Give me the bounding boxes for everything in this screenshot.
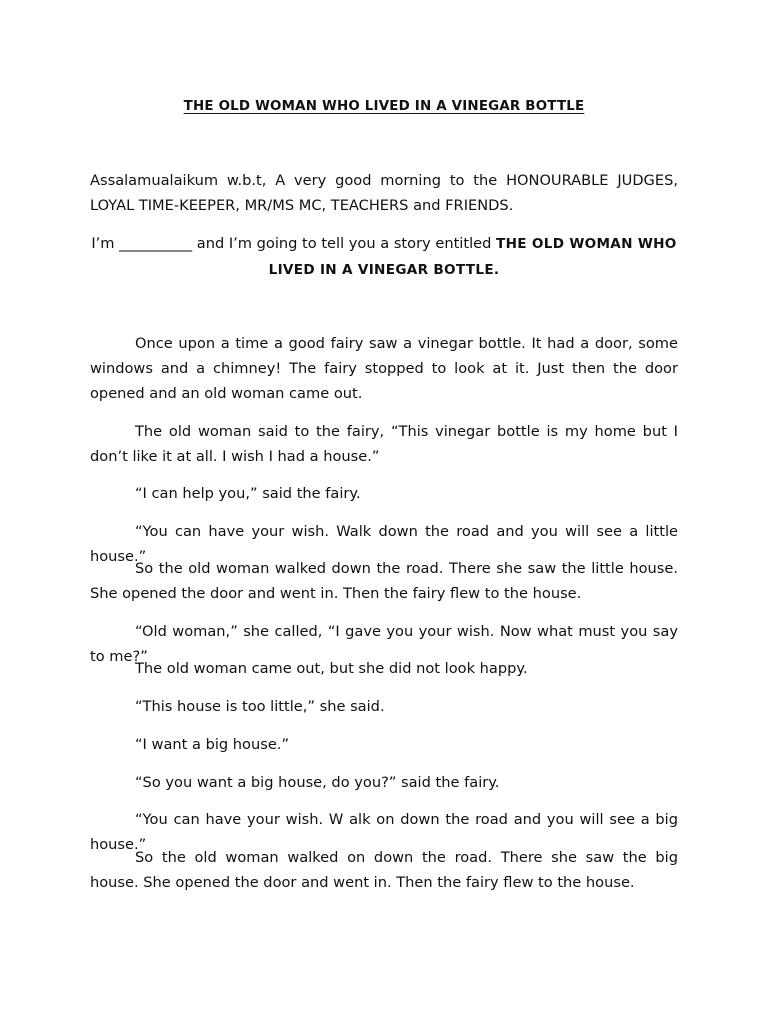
story-paragraph-11: “You can have your wish. W alk on down the road and you will see a big house.” [90,811,678,853]
story-paragraph-9: “I want a big house.” [135,736,290,753]
story-paragraph-3: “I can help you,” said the fairy. [135,485,361,502]
story-paragraph-12: So the old woman walked on down the road. There she saw the big house. She opened the door and went in. Then the fairy flew to the house. [90,849,678,891]
intro-suffix: . [493,262,500,278]
story-paragraph-7: The old woman came out, but she did not look happy. [135,660,528,677]
story-paragraph-2: The old woman said to the fairy, “This vinegar bottle is my home but I don’t like it at all. I wish I had a house.” [90,423,678,465]
story-paragraph-1: Once upon a time a good fairy saw a vinegar bottle. It had a door, some windows and a chimney! The fairy stopped to look at it. Just then the door opened and an old woman came out. [90,335,678,402]
story-paragraph-4: “You can have your wish. Walk down the road and you will see a little house.” [90,523,678,565]
intro-story-title: THE OLD WOMAN WHO LIVED IN A VINEGAR BOTTLE [268,236,677,278]
greeting-paragraph: Assalamualaikum w.b.t, A very good morning to the HONOURABLE JUDGES, LOYAL TIME-KEEPER, MR/MS MC, TEACHERS and FRIENDS. [90,172,678,214]
story-paragraph-10: “So you want a big house, do you?” said the fairy. [135,774,500,791]
document-title: THE OLD WOMAN WHO LIVED IN A VINEGAR BOTTLE [183,99,585,114]
story-paragraph-6: “Old woman,” she called, “I gave you your wish. Now what must you say to me?” [90,623,678,665]
intro-paragraph [90,231,678,283]
intro-prefix: I’m __________ and I’m going to tell you a story entitled [91,235,497,252]
story-paragraph-5: So the old woman walked down the road. There she saw the little house. She opened the door and went in. Then the fairy flew to the house. [90,560,678,602]
story-paragraph-8: “This house is too little,” she said. [135,698,385,715]
